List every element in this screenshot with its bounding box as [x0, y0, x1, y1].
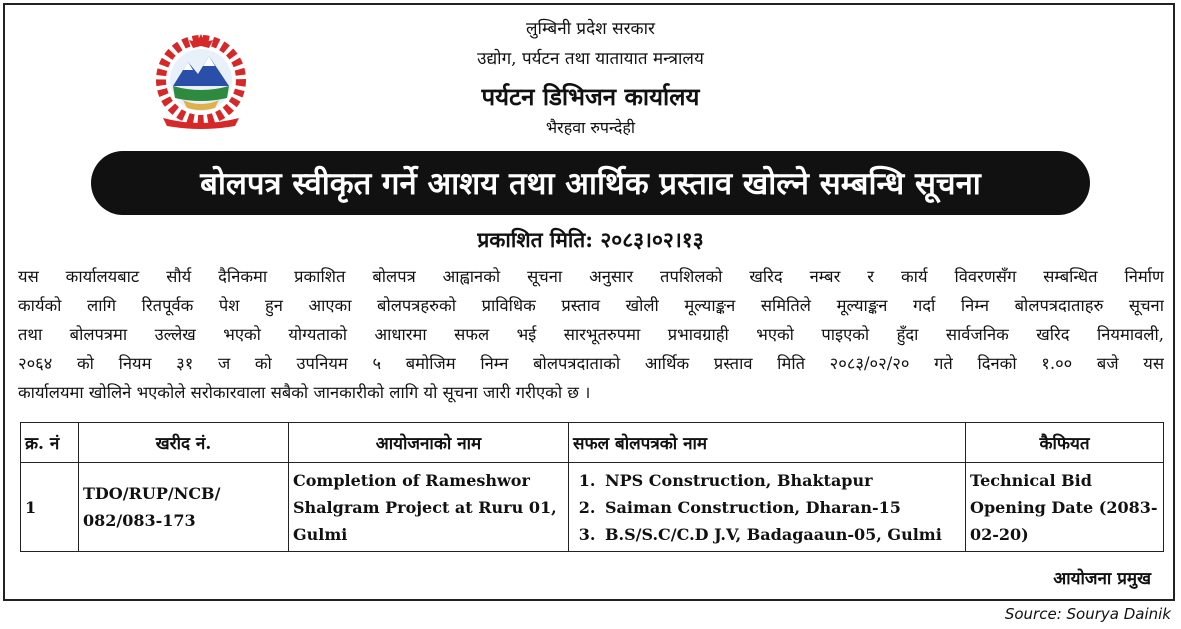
header-remarks: कैफियत	[966, 423, 1164, 463]
body-line: कार्यालयमा खोलिने भएकोले सरोकारवाला सबैको जानकारीको लागि यो सूचना जारी गरीएको छ ।	[18, 383, 591, 402]
bidder-item: 1. NPS Construction, Bhaktapur	[601, 467, 961, 494]
project-chief-signoff: आयोजना प्रमुख	[1053, 569, 1151, 589]
published-label: प्रकाशित मिति:	[477, 227, 594, 252]
province-government: लुम्बिनी प्रदेश सरकार	[526, 19, 655, 39]
table-header-row	[21, 423, 1164, 463]
bidder-list	[573, 467, 961, 548]
body-line: यस कार्यालयबाट सौर्य दैनिकमा प्रकाशित बोलपत्र आह्वानको सूचना अनुसार तपशिलको खरिद नम्बर र कार्य विवरणसँग सम्बन्धित निर्माण	[18, 267, 1164, 286]
cell-project-name: Completion of Rameshwor Shalgram Project at Ruru 01, Gulmi	[289, 463, 569, 552]
header-purchase-no: खरीद नं.	[79, 423, 289, 463]
ministry-name: उद्योग, पर्यटन तथा यातायात मन्त्रालय	[477, 49, 704, 69]
bidder-item: 3. B.S/S.C/C.D J.V, Badagaaun-05, Gulmi	[601, 521, 961, 548]
published-value: २०८३।०२।१३	[600, 227, 704, 252]
notice-title-banner	[91, 151, 1090, 215]
cell-serial: 1	[21, 463, 79, 552]
header-project-name: आयोजनाको नाम	[289, 423, 569, 463]
cell-bidders	[569, 463, 966, 552]
cell-purchase-no	[79, 463, 289, 552]
source-credit: Source: Sourya Dainik	[1004, 605, 1171, 623]
purchase-no-line: TDO/RUP/NCB/	[83, 484, 221, 503]
notice-title: बोलपत्र स्वीकृत गर्ने आशय तथा आर्थिक प्रस्ताव खोल्ने सम्बन्धि सूचना	[200, 166, 981, 202]
office-location: भैरहवा रुपन्देही	[545, 118, 636, 137]
nepal-emblem-icon	[143, 28, 259, 130]
office-name: पर्यटन डिभिजन कार्यालय	[481, 82, 700, 111]
notice-body	[18, 262, 1164, 407]
header-successful-bidder: सफल बोलपत्रको नाम	[569, 423, 966, 463]
body-line: तथा बोलपत्रमा उल्लेख भएको योग्यताको आधारमा सफल भई सारभूतरुपमा प्रभावग्राही भएको पाइएको हुँदा सार्वजनिक खरिद नियमावली,	[18, 325, 1164, 344]
bidder-item: 2. Saiman Construction, Dharan-15	[601, 494, 961, 521]
purchase-no-line: 082/083-173	[83, 511, 196, 530]
cell-remarks: Technical Bid Opening Date (2083-02-20)	[966, 463, 1164, 552]
bid-table	[20, 422, 1164, 552]
body-line: २०६४ को नियम ३१ ज को उपनियम ५ बमोजिम निम्न बोलपत्रदाताको आर्थिक प्रस्ताव मिति २०८३/०२/२० गते दिनको १.०० बजे यस	[18, 354, 1164, 373]
published-date	[0, 226, 1181, 254]
body-line: कार्यको लागि रितपूर्वक पेश हुन आएका बोलपत्रहरुको प्राविधिक प्रस्ताव खोली मूल्याङ्कन समितिले मूल्याङ्कन गर्दा निम्न बोलपत्रदाताहरु सूचना	[18, 296, 1164, 315]
header-serial: क्र. नं	[21, 423, 79, 463]
table-row	[21, 463, 1164, 552]
